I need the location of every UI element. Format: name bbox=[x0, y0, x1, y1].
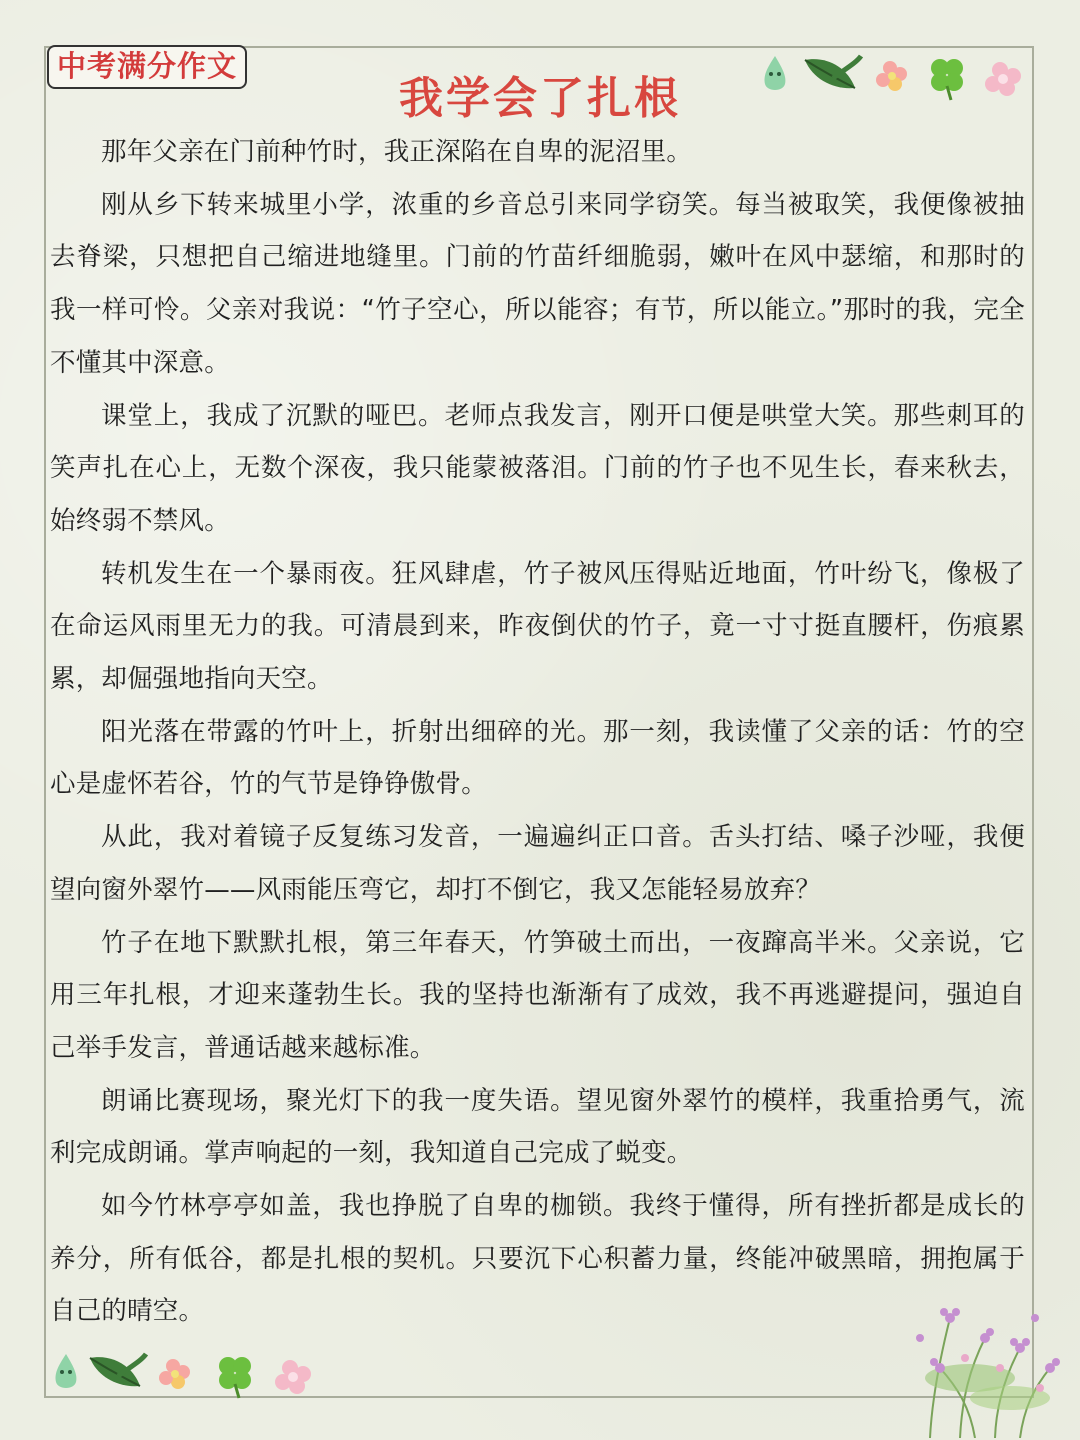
wildflowers-illustration bbox=[900, 1278, 1075, 1438]
leaf-icon bbox=[90, 1354, 146, 1386]
flower-icon bbox=[159, 1359, 190, 1389]
clover-icon bbox=[219, 1357, 251, 1398]
essay-title: 我学会了扎根 bbox=[399, 73, 681, 124]
flower-icon bbox=[876, 61, 907, 91]
paragraph: 刚从乡下转来城里小学，浓重的乡音总引来同学窃笑。每当被取笑，我便像被抽去脊梁，只想把自己缩进地缝里。门前的竹苗纤细脆弱，嫩叶在风中瑟缩，和那时的我一样可怜。父亲对我说：“竹子空心，所以能容；有节，所以能立。”那时的我，完全不懂其中深意。 bbox=[50, 189, 1025, 378]
blossom-icon bbox=[275, 1360, 311, 1394]
essay-body bbox=[50, 126, 1025, 1338]
blossom-icon bbox=[985, 62, 1021, 96]
decor-bottom-left bbox=[48, 1348, 338, 1408]
decor-top-right bbox=[755, 48, 1040, 108]
paragraph: 从此，我对着镜子反复练习发音，一遍遍纠正口音。舌头打结、嗓子沙哑，我便望向窗外翠竹——风雨能压弯它，却打不倒它，我又怎能轻易放弃？ bbox=[50, 822, 1025, 905]
leaf-icon bbox=[805, 56, 861, 88]
paragraph: 阳光落在带露的竹叶上，折射出细碎的光。那一刻，我读懂了父亲的话：竹的空心是虚怀若谷，竹的气节是铮铮傲骨。 bbox=[50, 716, 1025, 800]
paragraph: 课堂上，我成了沉默的哑巴。老师点我发言，刚开口便是哄堂大笑。那些刺耳的笑声扎在心上，无数个深夜，我只能蒙被落泪。门前的竹子也不见生长，春来秋去，始终弱不禁风。 bbox=[50, 400, 1025, 536]
water-drop-icon bbox=[55, 1354, 76, 1388]
paragraph: 那年父亲在门前种竹时，我正深陷在自卑的泥沼里。 bbox=[101, 137, 693, 167]
clover-icon bbox=[931, 59, 963, 100]
paragraph: 朗诵比赛现场，聚光灯下的我一度失语。望见窗外翠竹的模样，我重拾勇气，流利完成朗诵。掌声响起的一刻，我知道自己完成了蜕变。 bbox=[50, 1085, 1025, 1169]
water-drop-icon bbox=[764, 56, 785, 90]
paragraph: 竹子在地下默默扎根，第三年春天，竹笋破土而出，一夜蹿高半米。父亲说，它用三年扎根，才迎来蓬勃生长。我的坚持也渐渐有了成效，我不再逃避提问，强迫自己举手发言，普通话越来越标准。 bbox=[50, 927, 1025, 1063]
category-tag: 中考满分作文 bbox=[47, 45, 247, 89]
paragraph: 如今竹林亭亭如盖，我也挣脱了自卑的枷锁。我终于懂得，所有挫折都是成长的养分，所有低谷，都是扎根的契机。只要沉下心积蓄力量，终能冲破黑暗，拥抱属于自己的晴空。 bbox=[50, 1191, 1025, 1327]
paragraph: 转机发生在一个暴雨夜。狂风肆虐，竹子被风压得贴近地面，竹叶纷飞，像极了在命运风雨里无力的我。可清晨到来，昨夜倒伏的竹子，竟一寸寸挺直腰杆，伤痕累累，却倔强地指向天空。 bbox=[50, 558, 1025, 695]
